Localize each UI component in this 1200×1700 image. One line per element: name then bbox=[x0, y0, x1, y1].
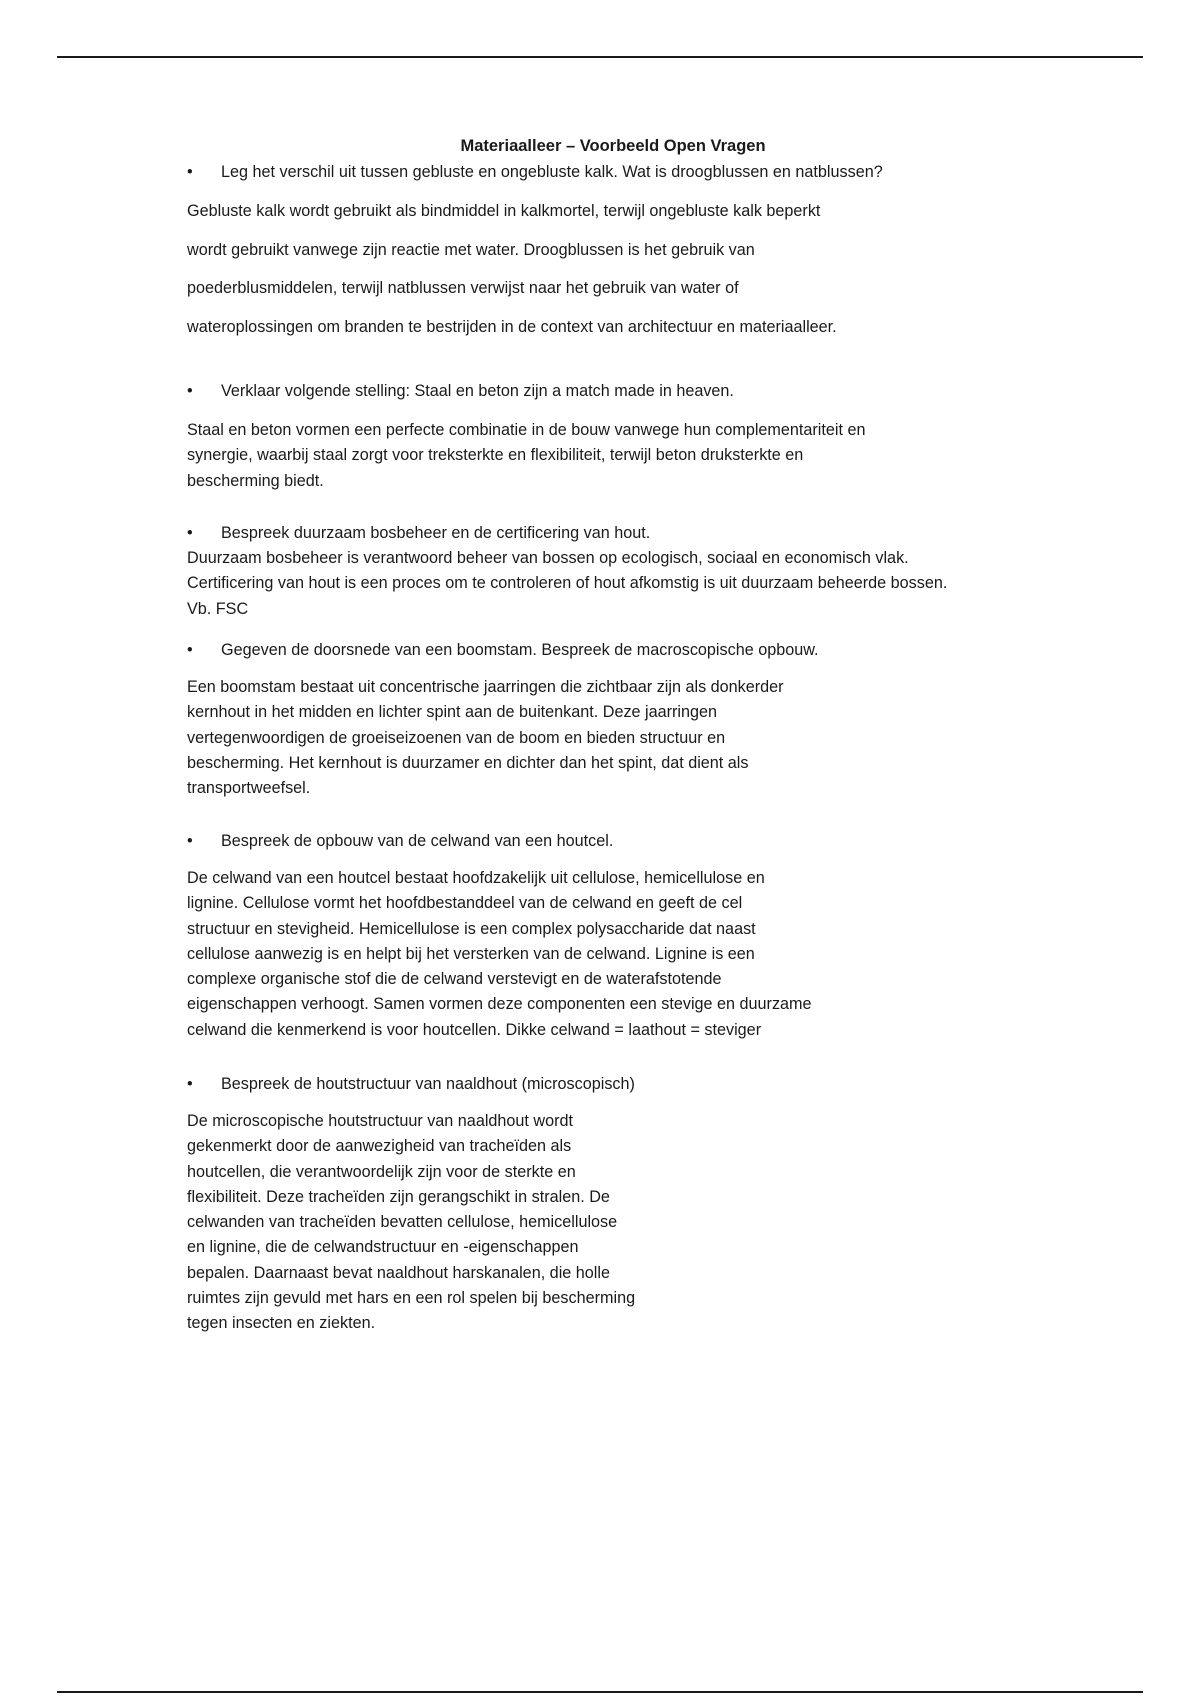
question-text: Bespreek de opbouw van de celwand van een houtcel. bbox=[221, 832, 614, 850]
answer-text: Een boomstam bestaat uit concentrische jaarringen die zichtbaar zijn als donkerder kernhout in het midden en lichter spint aan de buitenkant. Deze jaarringen vertegenwoordigen de groeiseizoenen van de boom en bieden structuur en bescherming. Het kernhout is duurzamer en dichter dan het spint, dat dient als transportweefsel. bbox=[187, 678, 784, 798]
question-text: Leg het verschil uit tussen gebluste en ongebluste kalk. Wat is droogblussen en natblussen? bbox=[221, 163, 883, 181]
bullet-icon: • bbox=[187, 524, 193, 542]
answer-text: De celwand van een houtcel bestaat hoofdzakelijk uit cellulose, hemicellulose en lignine. Cellulose vormt het hoofdbestanddeel van de celwand en geeft de cel structuur en stevigheid. Hemicellulose is een complex polysaccharide dat naast cellulose aanwezig is en helpt bij het versterken van de celwand. Lignine is een complexe organische stof die de celwand verstevigt en de waterafstotende eigenschappen verhoogt. Samen vormen deze componenten een stevige en duurzame celwand die kenmerkend is voor houtcellen. Dikke celwand = laathout = steviger bbox=[187, 869, 812, 1039]
bullet-icon: • bbox=[187, 163, 193, 181]
document-title: Materiaalleer – Voorbeeld Open Vragen bbox=[460, 137, 766, 155]
question-text: Bespreek de houtstructuur van naaldhout (microscopisch) bbox=[221, 1075, 635, 1093]
question-text: Gegeven de doorsnede van een boomstam. Bespreek de macroscopische opbouw. bbox=[221, 641, 819, 659]
answer-text: Gebluste kalk wordt gebruikt als bindmiddel in kalkmortel, terwijl ongebluste kalk beperkt wordt gebruikt vanwege zijn reactie met water. Droogblussen is het gebruik van poederblusmiddelen, terwijl natblussen verwijst naar het gebruik van water of wateroplossingen om branden te bestrijden in de context van architectuur en materiaalleer. bbox=[187, 202, 837, 336]
header-rule bbox=[57, 56, 1143, 58]
question-text: Bespreek duurzaam bosbeheer en de certificering van hout. bbox=[221, 524, 651, 542]
bullet-icon: • bbox=[187, 832, 193, 850]
answer-text: Duurzaam bosbeheer is verantwoord beheer van bossen op ecologisch, sociaal en economisch vlak. Certificering van hout is een proces om te controleren of hout afkomstig is uit duurzaam beheerde bossen. Vb. FSC bbox=[187, 549, 948, 618]
bullet-icon: • bbox=[187, 1075, 193, 1093]
bullet-icon: • bbox=[187, 382, 193, 400]
answer-text: Staal en beton vormen een perfecte combinatie in de bouw vanwege hun complementariteit en synergie, waarbij staal zorgt voor treksterkte en flexibiliteit, terwijl beton druksterkte en bescherming biedt. bbox=[187, 421, 866, 490]
answer-text: De microscopische houtstructuur van naaldhout wordt gekenmerkt door de aanwezigheid van tracheïden als houtcellen, die verantwoordelijk zijn voor de sterkte en flexibiliteit. Deze tracheïden zijn gerangschikt in stralen. De celwanden van tracheïden bevatten cellulose, hemicellulose en lignine, die de celwandstructuur en -eigenschappen bepalen. Daarnaast bevat naaldhout harskanalen, die holle ruimtes zijn gevuld met hars en een rol spelen bij bescherming tegen insecten en ziekten. bbox=[187, 1112, 636, 1333]
question-text: Verklaar volgende stelling: Staal en beton zijn a match made in heaven. bbox=[221, 382, 734, 400]
bullet-icon: • bbox=[187, 641, 193, 659]
footer-rule bbox=[57, 1691, 1143, 1693]
